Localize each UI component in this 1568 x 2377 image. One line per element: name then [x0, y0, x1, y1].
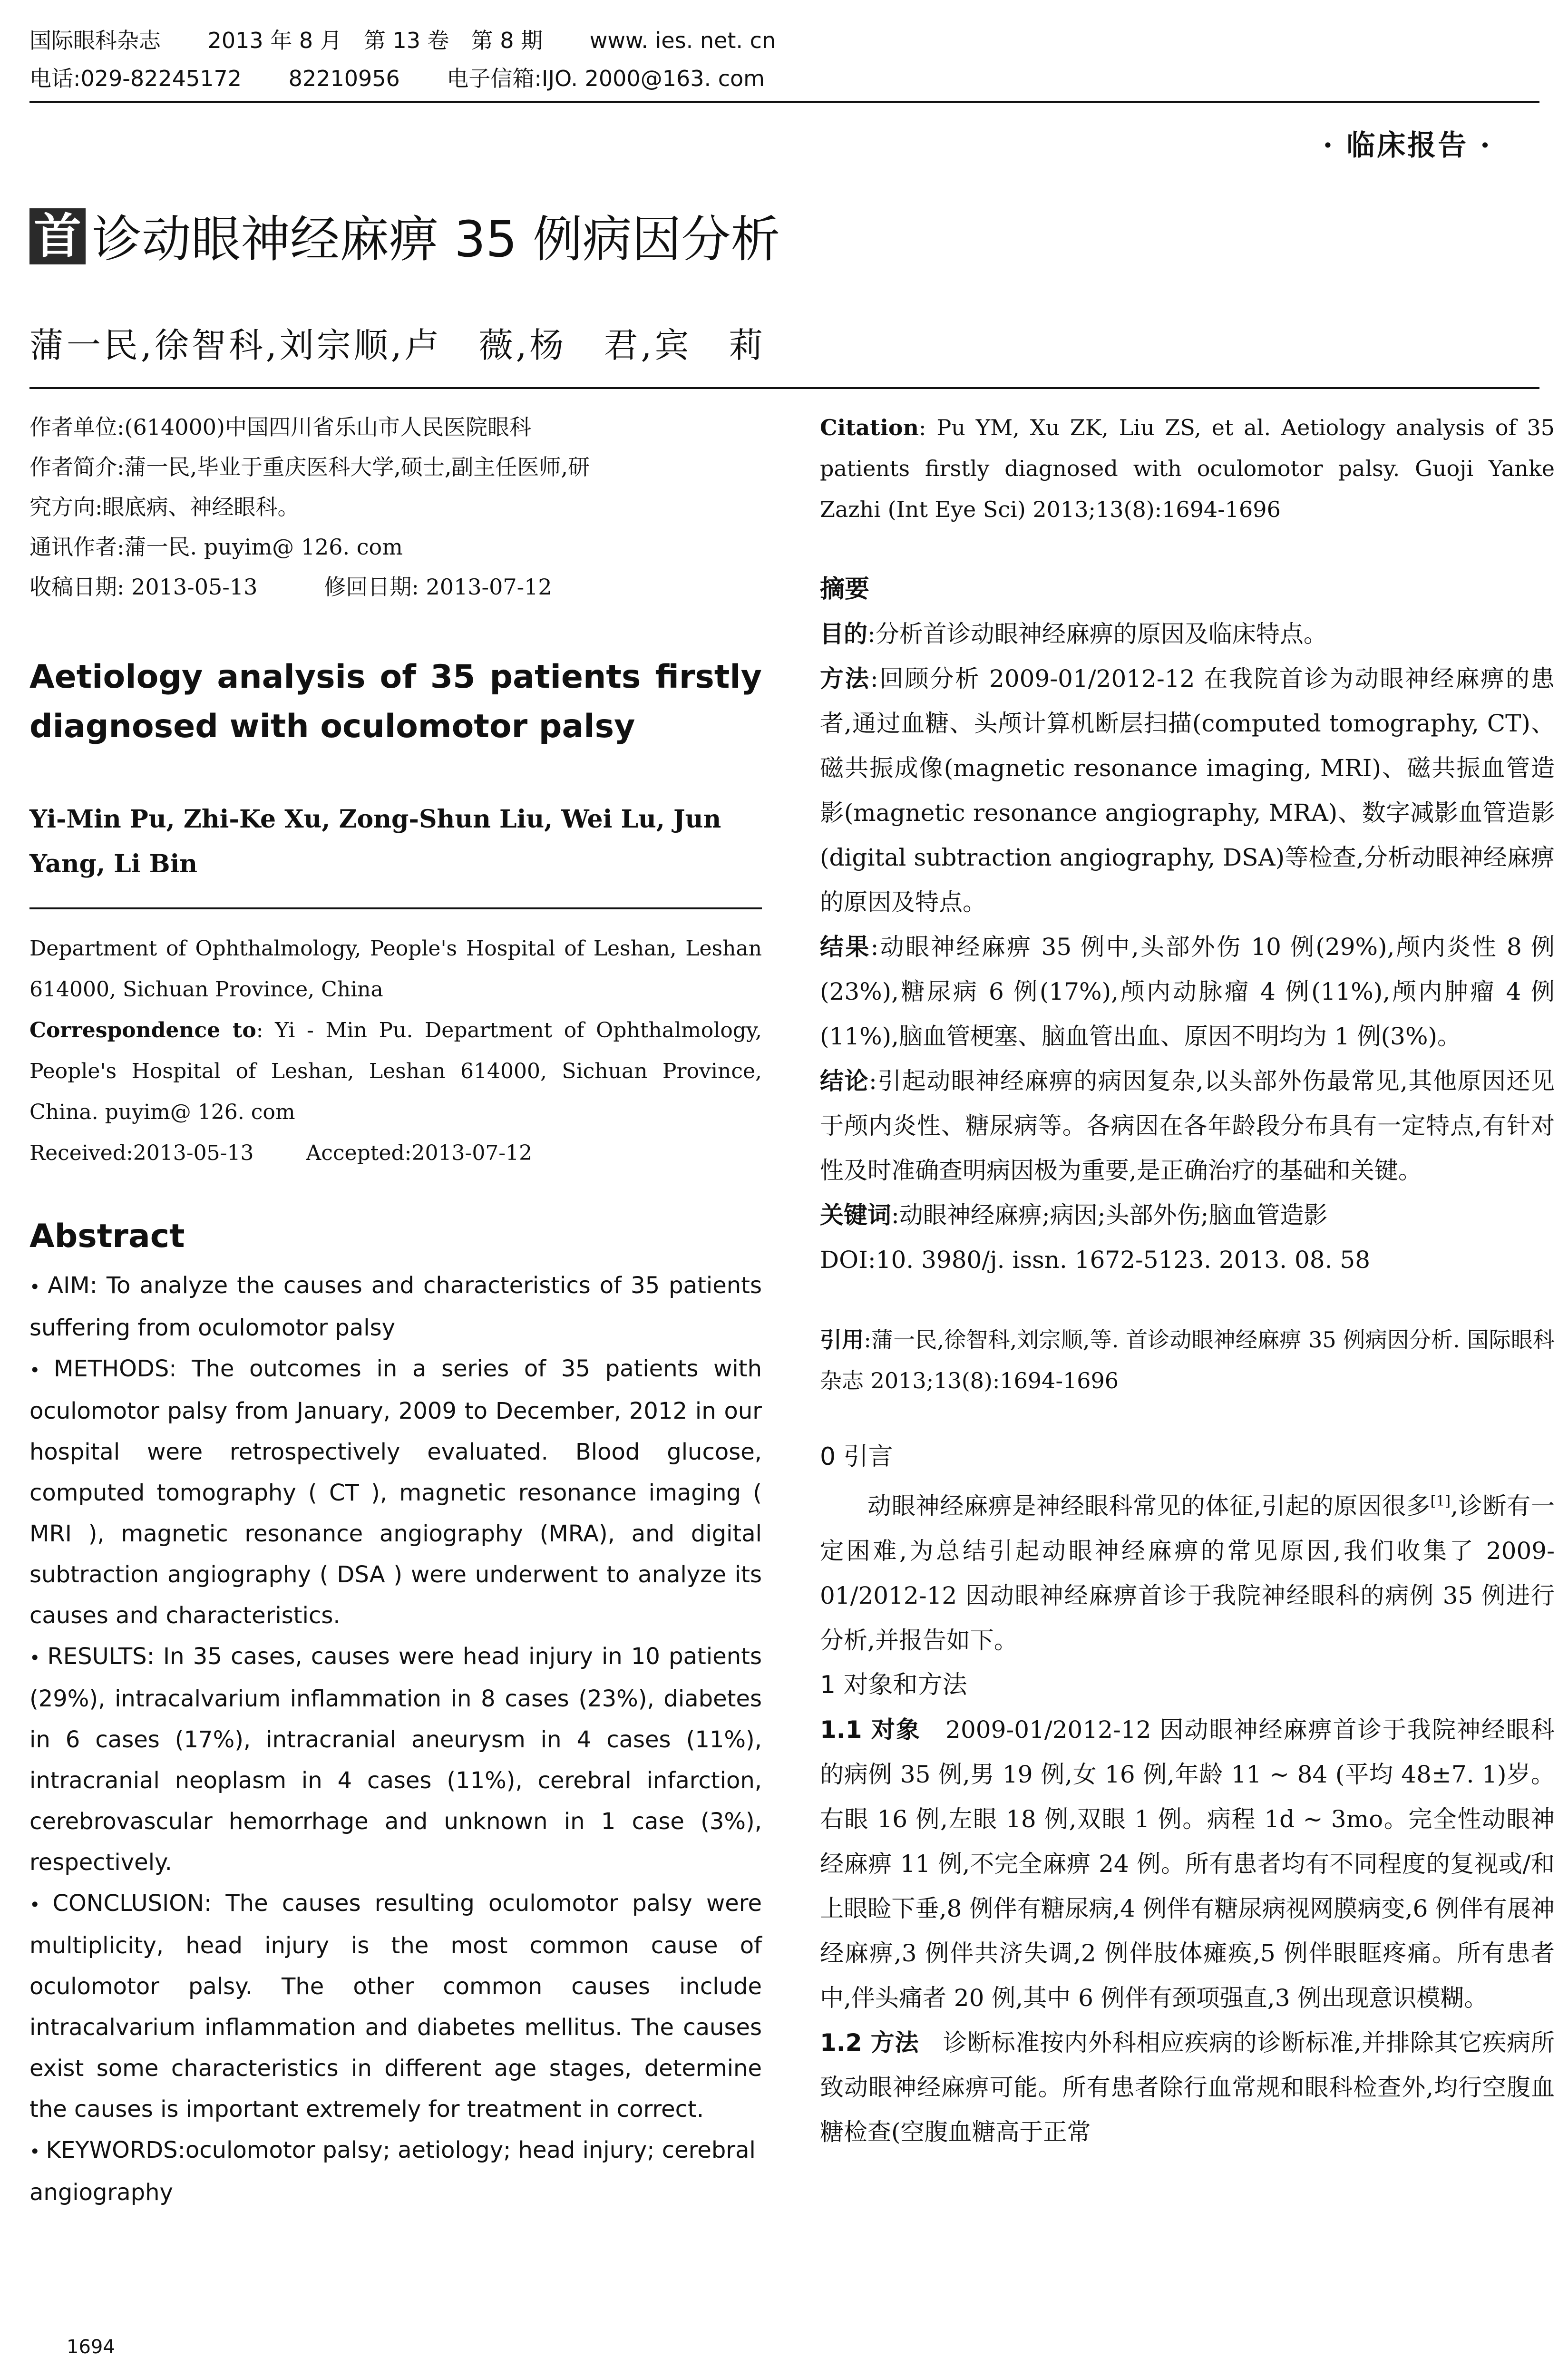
running-header-line2	[29, 63, 805, 94]
reference-1: [1]	[1430, 1493, 1451, 1510]
author-affiliation-cn: 作者单位:(614000)中国四川省乐山市人民医院眼科	[29, 414, 531, 440]
abstract-heading: Abstract	[29, 1218, 185, 1255]
journal-phone2: 82210956	[288, 66, 400, 91]
authors-rule	[29, 387, 1539, 389]
author-info	[29, 407, 762, 607]
affiliation-rule	[29, 907, 762, 909]
doi: DOI:10. 3980/j. issn. 1672-5123. 2013. 08. 58	[820, 1246, 1371, 1274]
received-date-en: Received:2013-05-13	[29, 1141, 254, 1165]
title-first-char: 首	[29, 208, 86, 264]
zhaiyao-results: 结果:动眼神经麻痹 35 例中,头部外伤 10 例(29%),颅内炎性 8 例(23%),糖尿病 6 例(17%),颅内动脉瘤 4 例(11%),颅内肿瘤 4 例(11%),脑血管梗塞、脑血管出血、原因不明均为 1 例(3%)。	[820, 933, 1555, 1050]
results-label: 结果	[820, 933, 871, 961]
keywords-label: 关键词	[820, 1201, 891, 1229]
zhaiyao-conclusion: 结论:引起动眼神经麻痹的病因复杂,以头部外伤最常见,其他原因还见于颅内炎性、糖尿病等。各病因在各年龄段分布具有一定特点,有针对性及时准确查明病因极为重要,是正确治疗的基础和关键。	[820, 1067, 1555, 1184]
section-tag: · 临床报告 ·	[1323, 129, 1492, 162]
author-bio-line2: 究方向:眼底病、神经眼科。	[29, 494, 300, 520]
methods-label: 方法	[820, 665, 870, 692]
section-1-1-label: 1.1 对象	[820, 1715, 921, 1744]
yinyong-label: 引用	[820, 1327, 864, 1353]
journal-name: 国际眼科杂志	[29, 28, 161, 53]
citation-text: : Pu YM, Xu ZK, Liu ZS, et al. Aetiology analysis of 35 patients firstly diagnosed with oculomotor palsy. Guoji Yanke Zazhi (Int Eye Sci) 2013;13(8):1694-1696	[820, 415, 1555, 522]
section-1-2-label: 1.2 方法	[820, 2028, 919, 2056]
zhaiyao-keywords: 关键词:动眼神经麻痹;病因;头部外伤;脑血管造影	[820, 1201, 1328, 1229]
methods-heading: 1 对象和方法	[820, 1670, 967, 1699]
abstract-results: • RESULTS: In 35 cases, causes were head injury in 10 patients (29%), intracalvarium inflammation in 8 cases (23%), diabetes in 6 cases (17%), intracranial aneurysm in 4 cases (11%), intracranial neoplasm in 4 cases (11%), cerebral infarction, cerebrovascular hemorrhage and unknown in 1 case (3%), respectively.	[29, 1636, 762, 1883]
authors-chinese: 蒲一民,徐智科,刘宗顺,卢 薇,杨 君,宾 莉	[29, 325, 766, 365]
citation-label: Citation	[820, 415, 919, 440]
english-authors: Yi-Min Pu, Zhi-Ke Xu, Zong-Shun Liu, Wei Lu, Jun Yang, Li Bin	[29, 805, 721, 878]
accepted-date-en: Accepted:2013-07-12	[306, 1141, 533, 1165]
english-title: Aetiology analysis of 35 patients firstly diagnosed with oculomotor palsy	[29, 658, 762, 745]
section-1-1: 1.1 对象 2009-01/2012-12 因动眼神经麻痹首诊于我院神经眼科的病例 35 例,男 19 例,女 16 例,年龄 11 ~ 84 (平均 48±7. 1)岁。右眼 16 例,左眼 18 例,双眼 1 例。病程 1d ~ 3mo。完全性动眼神经麻痹 11 例,不完全麻痹 24 例。所有患者均有不同程度的复视或/和上眼睑下垂,8 例伴有糖尿病,4 例伴有糖尿病视网膜病变,6 例伴有展神经麻痹,3 例伴共济失调,2 例伴肢体瘫痪,5 例伴眼眶疼痛。所有患者中,伴头痛者 20 例,其中 6 例伴有颈项强直,3 例出现意识模糊。	[820, 1715, 1555, 2012]
dates-en	[29, 1133, 762, 1174]
citation-en	[820, 407, 1555, 530]
abstract-aim: • AIM: To analyze the causes and characteristics of 35 patients suffering from oculomotor palsy	[29, 1265, 762, 1348]
correspondence-text: : Yi - Min Pu. Department of Ophthalmology, People's Hospital of Leshan, Leshan 614000, Sichuan Province, China. puyim@ 126. com	[29, 1018, 762, 1124]
title-rest: 诊动眼神经麻痹 35 例病因分析	[92, 210, 780, 268]
zhaiyao-methods: 方法:回顾分析 2009-01/2012-12 在我院首诊为动眼神经麻痹的患者,通过血糖、头颅计算机断层扫描(computed tomography, CT)、磁共振成像(magnetic resonance imaging, MRI)、磁共振血管造影(magnetic resonance angiography, MRA)、数字减影血管造影(digital subtraction angiography, DSA)等检查,分析动眼神经麻痹的原因及特点。	[820, 665, 1555, 916]
citation-cn: 引用:蒲一民,徐智科,刘宗顺,等. 首诊动眼神经麻痹 35 例病因分析. 国际眼科杂志 2013;13(8):1694-1696	[820, 1327, 1555, 1393]
correspondence-label: Correspondence to	[29, 1018, 256, 1042]
article-title	[29, 208, 780, 270]
header-rule	[29, 101, 1539, 103]
right-column	[820, 407, 1555, 2154]
affiliation-block	[29, 928, 762, 1174]
journal-phone: 电话:029-82245172	[29, 66, 242, 91]
abstract-body	[29, 1265, 762, 2213]
abstract-methods: • METHODS: The outcomes in a series of 35 patients with oculomotor palsy from January, 2009 to December, 2012 in our hospital were retrospectively evaluated. Blood glucose, computed tomography ( CT ), magnetic resonance imaging ( MRI ), magnetic resonance angiography (MRA), and digital subtraction angiography ( DSA ) were underwent to analyze its causes and characteristics.	[29, 1348, 762, 1636]
running-header-line1	[29, 25, 816, 56]
intro-paragraph: 动眼神经麻痹是神经眼科常见的体征,引起的原因很多[1],诊断有一定困难,为总结引起动眼神经麻痹的常见原因,我们收集了 2009-01/2012-12 因动眼神经麻痹首诊于我院神经眼科的病例 35 例进行分析,并报告如下。	[820, 1492, 1555, 1654]
affiliation-en: Department of Ophthalmology, People's Hospital of Leshan, Leshan 614000, Sichuan Province, China	[29, 936, 762, 1002]
section-1-2: 1.2 方法 诊断标准按内外科相应疾病的诊断标准,并排除其它疾病所致动眼神经麻痹可能。所有患者除行血常规和眼科检查外,均行空腹血糖检查(空腹血糖高于正常	[820, 2028, 1555, 2146]
conclusion-label: 结论	[820, 1067, 869, 1095]
abstract-keywords: • KEYWORDS:oculomotor palsy; aetiology; head injury; cerebral angiography	[29, 2130, 762, 2213]
page-number: 1694	[67, 2336, 115, 2358]
revised-date-cn: 修回日期: 2013-07-12	[324, 574, 552, 600]
journal-email: 电子信箱:IJO. 2000@163. com	[447, 66, 765, 91]
aim-label: 目的	[820, 620, 867, 648]
dates-cn	[29, 567, 762, 607]
journal-website: www. ies. net. cn	[589, 28, 776, 53]
abstract-conclusion: • CONCLUSION: The causes resulting oculomotor palsy were multiplicity, head injury is the most common cause of oculomotor palsy. The other common causes include intracalvarium inflammation and diabetes mellitus. The causes exist some characteristics in different age stages, determine the causes is important extremely for treatment in correct.	[29, 1883, 762, 2130]
zhaiyao-heading: 摘要	[820, 575, 870, 604]
corresponding-author-cn: 通讯作者:蒲一民. puyim@ 126. com	[29, 534, 403, 560]
issue-info: 2013 年 8 月 第 13 卷 第 8 期	[207, 28, 543, 53]
zhaiyao-aim: 目的:分析首诊动眼神经麻痹的原因及临床特点。	[820, 620, 1327, 648]
author-bio-line1: 作者简介:蒲一民,毕业于重庆医科大学,硕士,副主任医师,研	[29, 454, 590, 480]
correspondence-en	[29, 1010, 762, 1133]
intro-heading: 0 引言	[820, 1442, 893, 1471]
received-date-cn: 收稿日期: 2013-05-13	[29, 574, 258, 600]
